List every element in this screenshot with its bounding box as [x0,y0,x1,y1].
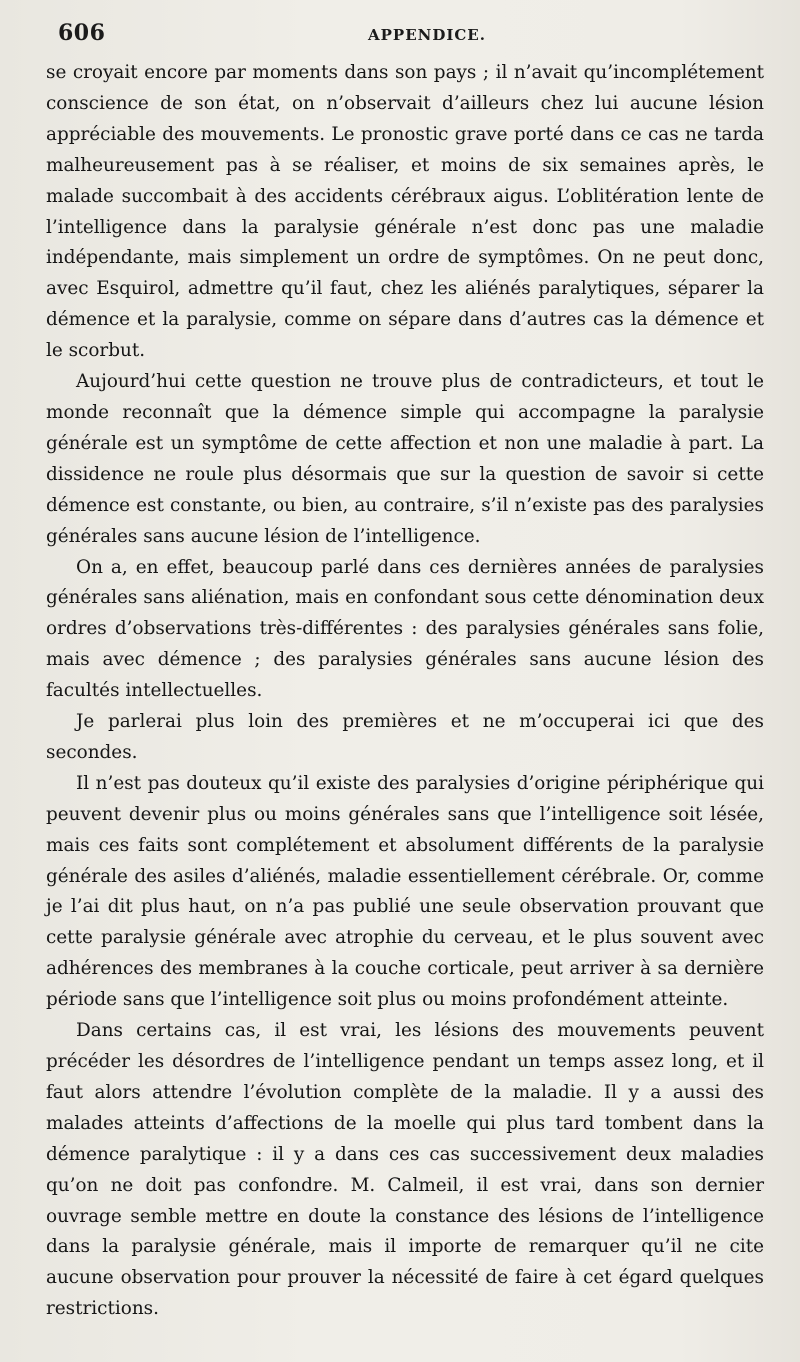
paragraph-1: se croyait encore par moments dans son pays ; il n’avait qu’incomplétement conscience de son état, on n’observait d’ailleurs chez lui aucune lésion appréciable des mouvements. Le pronostic grave porté dans ce cas ne tarda malheureusement pas à se réaliser, et moins de six semaines après, le malade succombait à des accidents cérébraux aigus. L’oblitération lente de l’intelligence dans la paralysie générale n’est donc pas une maladie indépendante, mais simplement un ordre de symptômes. On ne peut donc, avec Esquirol, admettre qu’il faut, chez les aliénés paralytiques, séparer la démence et la paralysie, comme on sépare dans d’autres cas la démence et le scorbut. [46,62,764,362]
running-head: APPENDICE. [368,26,486,44]
paragraph-3: On a, en effet, beaucoup parlé dans ces dernières années de paralysies générales sans aliénation, mais en confondant sous cette dénomination deux ordres d’observations très-différentes : des paralysies générales sans folie, mais avec démence ; des paralysies générales sans aucune lésion des facultés intellectuelles. [46,556,764,702]
page-header [58,18,770,52]
paragraph-4: Je parlerai plus loin des premières et ne m’occuperai ici que des secondes. [46,711,764,763]
page-number: 606 [58,20,106,46]
body-text [46,58,764,1325]
paragraph-2: Aujourd’hui cette question ne trouve plus de contradicteurs, et tout le monde reconnaît que la démence simple qui accompagne la paralysie générale est un symptôme de cette affection et non une maladie à part. La dissidence ne roule plus désormais que sur la question de savoir si cette démence est constante, ou bien, au contraire, s’il n’existe pas des paralysies générales sans aucune lésion de l’intelligence. [46,371,764,547]
paragraph-6: Dans certains cas, il est vrai, les lésions des mouvements peuvent précéder les désordres de l’intelligence pendant un temps assez long, et il faut alors attendre l’évolution complète de la maladie. Il y a aussi des malades atteints d’affections de la moelle qui plus tard tombent dans la démence paralytique : il y a dans ces cas successivement deux maladies qu’on ne doit pas confondre. M. Calmeil, il est vrai, dans son dernier ouvrage semble mettre en doute la constance des lésions de l’intelligence dans la paralysie générale, mais il importe de remarquer qu’il ne cite aucune observation pour prouver la nécessité de faire à cet égard quelques restrictions. [46,1020,764,1320]
paragraph-5: Il n’est pas douteux qu’il existe des paralysies d’origine périphérique qui peuvent devenir plus ou moins générales sans que l’intelligence soit lésée, mais ces faits sont complétement et absolument différents de la paralysie générale des asiles d’aliénés, maladie essentiellement cérébrale. Or, comme je l’ai dit plus haut, on n’a pas publié une seule observation prouvant que cette paralysie générale avec atrophie du cerveau, et le plus souvent avec adhérences des membranes à la couche corticale, peut arriver à sa dernière période sans que l’intelligence soit plus ou moins profondément atteinte. [46,772,764,1011]
